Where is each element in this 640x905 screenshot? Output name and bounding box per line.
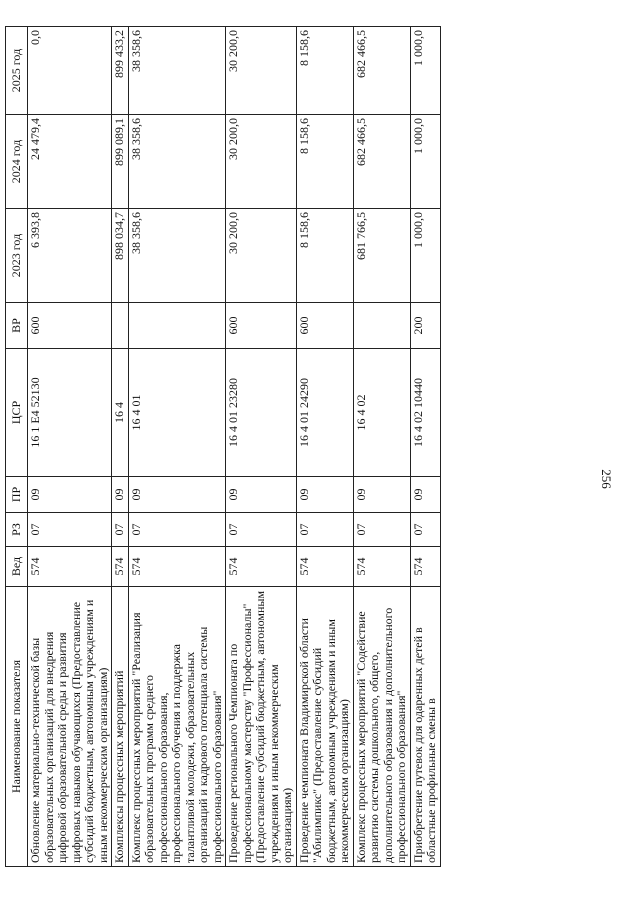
- cell-2024: 899 089,1: [112, 115, 129, 209]
- header-ved: Вед: [6, 547, 28, 587]
- cell-vr: [353, 303, 410, 349]
- cell-2023: 8 158,6: [296, 209, 353, 303]
- cell-2024: 38 358,6: [128, 115, 226, 209]
- cell-rz: 07: [28, 513, 112, 547]
- cell-2025: 30 200,0: [226, 27, 297, 115]
- cell-2023: 38 358,6: [128, 209, 226, 303]
- header-csr: ЦСР: [6, 349, 28, 477]
- cell-csr: 16 4: [112, 349, 129, 477]
- cell-pr: 09: [112, 477, 129, 513]
- cell-vr: 200: [410, 303, 440, 349]
- header-2023: 2023 год: [6, 209, 28, 303]
- cell-2024: 30 200,0: [226, 115, 297, 209]
- cell-2024: 24 479,4: [28, 115, 112, 209]
- cell-name: Проведение регионального Чемпионата по профессиональному мастерству "Профессионалы" (Предоставление субсидий бюджетным, автономным учреждениям и иным некоммерческим организациям): [226, 587, 297, 867]
- cell-pr: 09: [28, 477, 112, 513]
- cell-rz: 07: [410, 513, 440, 547]
- cell-csr: 16 1 Е4 52130: [28, 349, 112, 477]
- cell-csr: 16 4 02: [353, 349, 410, 477]
- cell-2025: 38 358,6: [128, 27, 226, 115]
- header-rz: РЗ: [6, 513, 28, 547]
- cell-2024: 682 466,5: [353, 115, 410, 209]
- cell-name: Приобретение путевок для одаренных детей в областные профильные смены в: [410, 587, 440, 867]
- cell-2023: 6 393,8: [28, 209, 112, 303]
- cell-name: Комплекс процессных мероприятий "Содействие развитию системы дошкольного, общего, дополнительного образования и дополнительного профессионального образования": [353, 587, 410, 867]
- header-name: Наименование показателя: [6, 587, 28, 867]
- budget-table-rotated: [5, 27, 535, 867]
- header-vr: ВР: [6, 303, 28, 349]
- cell-2025: 1 000,0: [410, 27, 440, 115]
- table-row: [28, 27, 112, 867]
- header-pr: ПР: [6, 477, 28, 513]
- cell-2025: 682 466,5: [353, 27, 410, 115]
- cell-ved: 574: [353, 547, 410, 587]
- table-row: [353, 27, 410, 867]
- table-row: [226, 27, 297, 867]
- header-2025: 2025 год: [6, 27, 28, 115]
- cell-2024: 8 158,6: [296, 115, 353, 209]
- cell-pr: 09: [226, 477, 297, 513]
- cell-2025: 8 158,6: [296, 27, 353, 115]
- budget-table: [5, 26, 441, 867]
- cell-csr: 16 4 02 10440: [410, 349, 440, 477]
- cell-ved: 574: [226, 547, 297, 587]
- cell-2024: 1 000,0: [410, 115, 440, 209]
- cell-csr: 16 4 01: [128, 349, 226, 477]
- cell-pr: 09: [353, 477, 410, 513]
- cell-2023: 30 200,0: [226, 209, 297, 303]
- cell-rz: 07: [128, 513, 226, 547]
- cell-vr: [112, 303, 129, 349]
- cell-vr: [128, 303, 226, 349]
- table-row: [128, 27, 226, 867]
- cell-ved: 574: [128, 547, 226, 587]
- cell-ved: 574: [296, 547, 353, 587]
- cell-csr: 16 4 01 23280: [226, 349, 297, 477]
- cell-name: Проведение чемпионата Владимирской области "Абилимпикс" (Предоставление субсидий бюджетным, автономным учреждениям и иным некоммерческим организациям): [296, 587, 353, 867]
- cell-name: Обновление материально-технической базы образовательных организаций для внедрения цифровой образовательной среды и развития цифровых навыков обучающихся (Предоставление субсидий бюджетным, автономным учреждениям и иным некоммерческим организациям): [28, 587, 112, 867]
- cell-rz: 07: [353, 513, 410, 547]
- cell-2025: 899 433,2: [112, 27, 129, 115]
- table-row: [410, 27, 440, 867]
- cell-rz: 07: [296, 513, 353, 547]
- cell-2025: 0,0: [28, 27, 112, 115]
- cell-ved: 574: [410, 547, 440, 587]
- cell-csr: 16 4 01 24290: [296, 349, 353, 477]
- cell-ved: 574: [112, 547, 129, 587]
- table-row: [112, 27, 129, 867]
- cell-name: Комплексы процессных мероприятий: [112, 587, 129, 867]
- page-number: 256: [599, 469, 614, 489]
- cell-2023: 681 766,5: [353, 209, 410, 303]
- cell-pr: 09: [128, 477, 226, 513]
- table-row: [296, 27, 353, 867]
- header-2024: 2024 год: [6, 115, 28, 209]
- cell-vr: 600: [296, 303, 353, 349]
- cell-rz: 07: [112, 513, 129, 547]
- cell-2023: 898 034,7: [112, 209, 129, 303]
- cell-vr: 600: [226, 303, 297, 349]
- cell-rz: 07: [226, 513, 297, 547]
- cell-pr: 09: [410, 477, 440, 513]
- cell-pr: 09: [296, 477, 353, 513]
- cell-ved: 574: [28, 547, 112, 587]
- header-row: [6, 27, 28, 867]
- cell-vr: 600: [28, 303, 112, 349]
- cell-2023: 1 000,0: [410, 209, 440, 303]
- cell-name: Комплекс процессных мероприятий "Реализация образовательных программ среднего профессионального образования, профессионального обучения и поддержка талантливой молодежи, образовательных организаций и кадрового потенциала системы профессионального образования": [128, 587, 226, 867]
